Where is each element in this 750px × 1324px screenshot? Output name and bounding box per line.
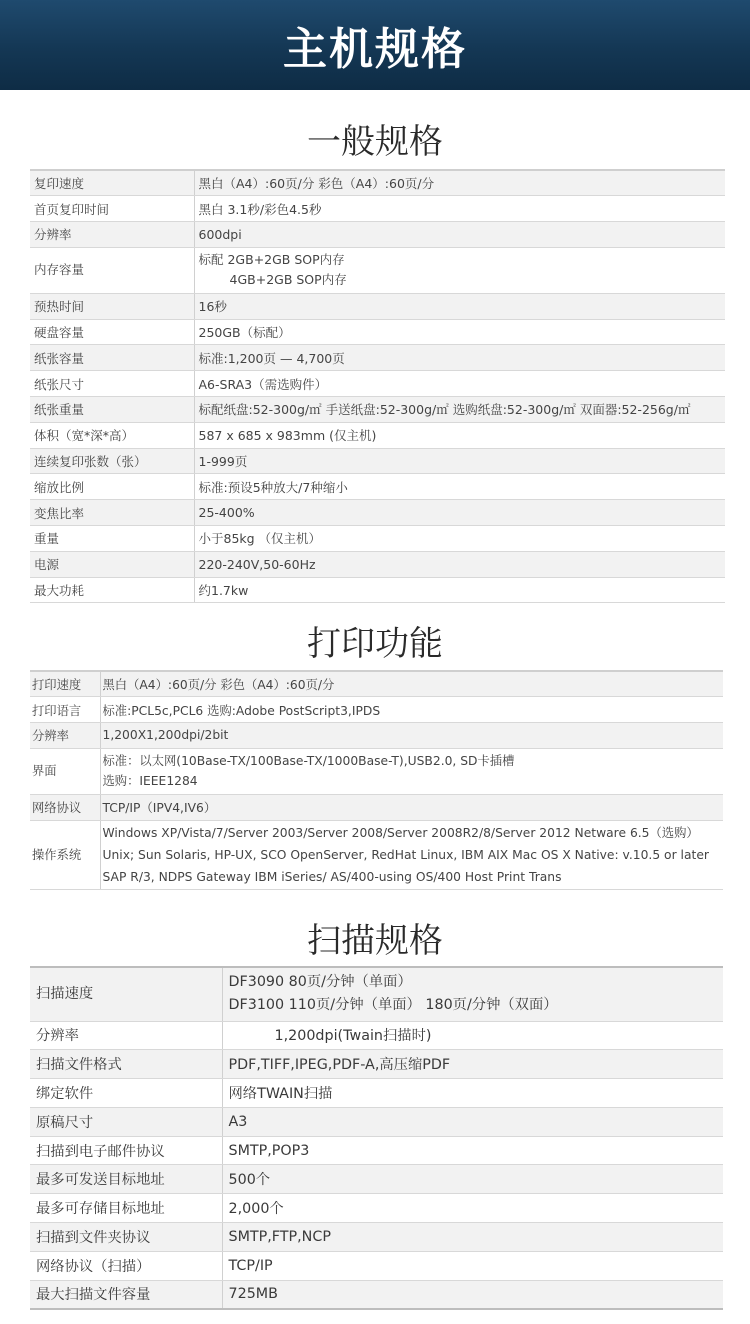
spec-value	[100, 671, 723, 697]
spec-label: 硬盘容量	[30, 319, 194, 345]
spec-label: 纸张尺寸	[30, 371, 194, 397]
table-row	[30, 1251, 723, 1280]
header-banner	[0, 0, 750, 90]
table-row	[30, 474, 725, 500]
spec-value	[222, 1165, 723, 1194]
spec-label: 打印语言	[30, 697, 100, 723]
spec-value-line: DF3090 80页/分钟（单面）	[228, 974, 412, 991]
table-row	[30, 967, 723, 1021]
spec-value	[100, 748, 723, 794]
spec-value-line: 250GB（标配）	[198, 325, 291, 341]
spec-value-line: 小于85kg （仅主机）	[198, 531, 322, 547]
table-row	[30, 1280, 723, 1309]
spec-value-line: 220-240V,50-60Hz	[198, 556, 316, 572]
spec-value-line: PDF,TIFF,IPEG,PDF-A,高压缩PDF	[228, 1057, 451, 1074]
spec-value-line: 25-400%	[198, 505, 255, 521]
spec-value-line: 1-999页	[198, 454, 248, 470]
spec-value	[194, 371, 725, 397]
spec-value-line: 标准：以太网(10Base-TX/100Base-TX/1000Base-T),USB2.0, SD卡插槽	[102, 754, 515, 769]
spec-label: 内存容量	[30, 247, 194, 293]
table-row	[30, 448, 725, 474]
spec-value-line: 4GB+2GB SOP内存	[229, 272, 347, 288]
spec-value-line: 黑白（A4）:60页/分 彩色（A4）:60页/分	[198, 176, 435, 192]
table-row	[30, 293, 725, 319]
spec-value-line: 标准:PCL5c,PCL6 选购:Adobe PostScript3,IPDS	[102, 703, 381, 718]
spec-value	[194, 170, 725, 196]
spec-value	[194, 577, 725, 603]
spec-label: 最多可发送目标地址	[30, 1165, 222, 1194]
table-row	[30, 319, 725, 345]
spec-label: 复印速度	[30, 170, 194, 196]
spec-value	[222, 1223, 723, 1252]
spec-value	[194, 293, 725, 319]
spec-label: 连续复印张数（张）	[30, 448, 194, 474]
spec-label: 预热时间	[30, 293, 194, 319]
spec-label: 首页复印时间	[30, 196, 194, 222]
spec-value-line: 标准:预设5种放大/7种缩小	[198, 479, 348, 495]
spec-value	[100, 820, 723, 889]
spec-label: 分辨率	[30, 723, 100, 749]
table-row	[30, 526, 725, 552]
table-row	[30, 697, 723, 723]
spec-value	[194, 196, 725, 222]
spec-value-line: DF3100 110页/分钟（单面） 180页/分钟（双面）	[228, 997, 558, 1014]
general-spec-table	[30, 169, 725, 603]
spec-label: 体积（宽*深*高）	[30, 422, 194, 448]
table-row	[30, 1021, 723, 1050]
table-row	[30, 196, 725, 222]
spec-value-line: SMTP,FTP,NCP	[228, 1228, 331, 1245]
spec-label: 扫描速度	[30, 967, 222, 1021]
table-row	[30, 551, 725, 577]
spec-value	[194, 500, 725, 526]
spec-value-line: Windows XP/Vista/7/Server 2003/Server 2008/Server 2008R2/8/Server 2012 Netware 6.5（选购）	[102, 825, 699, 840]
table-row	[30, 1136, 723, 1165]
table-row	[30, 345, 725, 371]
spec-label: 最大扫描文件容量	[30, 1280, 222, 1309]
spec-label: 绑定软件	[30, 1079, 222, 1108]
spec-label: 缩放比例	[30, 474, 194, 500]
spec-value	[222, 1251, 723, 1280]
spec-value	[194, 397, 725, 423]
spec-value-line: 2,000个	[228, 1201, 284, 1218]
print-spec-table	[30, 670, 723, 890]
spec-value-line: TCP/IP（IPV4,IV6）	[102, 801, 217, 816]
spec-value-line: 黑白（A4）:60页/分 彩色（A4）:60页/分	[102, 678, 335, 693]
spec-value	[222, 1079, 723, 1108]
banner-title: 主机规格	[283, 24, 467, 75]
spec-value	[194, 474, 725, 500]
spec-value-line: 587 x 685 x 983mm (仅主机)	[198, 428, 377, 444]
spec-value	[222, 1194, 723, 1223]
table-row	[30, 1194, 723, 1223]
spec-value	[194, 319, 725, 345]
spec-value-line: 标配 2GB+2GB SOP内存	[198, 252, 345, 268]
table-row	[30, 1223, 723, 1252]
spec-label: 网络协议（扫描）	[30, 1251, 222, 1280]
spec-value-line: 1,200X1,200dpi/2bit	[102, 728, 229, 743]
spec-value	[100, 697, 723, 723]
spec-value-line: A6-SRA3（需选购件）	[198, 376, 328, 392]
spec-value	[222, 1280, 723, 1309]
table-row	[30, 247, 725, 293]
spec-value	[194, 526, 725, 552]
table-row	[30, 820, 723, 889]
spec-label: 打印速度	[30, 671, 100, 697]
table-row	[30, 371, 725, 397]
table-row	[30, 1165, 723, 1194]
spec-label: 分辨率	[30, 222, 194, 248]
table-row	[30, 397, 725, 423]
spec-label: 网络协议	[30, 794, 100, 820]
table-row	[30, 748, 723, 794]
spec-value-line: Unix; Sun Solaris, HP-UX, SCO OpenServer, RedHat Linux, IBM AIX Mac OS X Native: v.10.5 or later	[102, 847, 709, 862]
spec-label: 原稿尺寸	[30, 1107, 222, 1136]
table-row	[30, 1079, 723, 1108]
spec-label: 界面	[30, 748, 100, 794]
table-row	[30, 1050, 723, 1079]
spec-value	[222, 1021, 723, 1050]
section-title-print: 打印功能	[307, 624, 443, 664]
spec-value-line: 16秒	[198, 299, 227, 315]
scan-spec-table	[30, 966, 723, 1310]
spec-value	[194, 422, 725, 448]
spec-value	[194, 448, 725, 474]
spec-label: 扫描到文件夹协议	[30, 1223, 222, 1252]
spec-value	[222, 1050, 723, 1079]
spec-value-line: TCP/IP	[228, 1257, 273, 1274]
spec-value-line: SAP R/3, NDPS Gateway IBM iSeries/ AS/400-using OS/400 Host Print Trans	[102, 869, 562, 884]
spec-label: 扫描到电子邮件协议	[30, 1136, 222, 1165]
spec-value	[194, 247, 725, 293]
table-row	[30, 671, 723, 697]
spec-value-line: 600dpi	[198, 226, 242, 242]
table-row	[30, 500, 725, 526]
spec-value-line: 1,200dpi(Twain扫描时)	[274, 1028, 432, 1045]
spec-value	[194, 345, 725, 371]
section-title-general: 一般规格	[307, 122, 443, 162]
spec-value	[100, 794, 723, 820]
spec-value-line: A3	[228, 1113, 248, 1130]
table-row	[30, 170, 725, 196]
table-row	[30, 794, 723, 820]
spec-label: 重量	[30, 526, 194, 552]
spec-label: 变焦比率	[30, 500, 194, 526]
spec-label: 最大功耗	[30, 577, 194, 603]
spec-value	[194, 551, 725, 577]
spec-label: 纸张容量	[30, 345, 194, 371]
spec-value-line: 选购：IEEE1284	[102, 774, 198, 789]
spec-value-line: 725MB	[228, 1286, 278, 1303]
spec-label: 纸张重量	[30, 397, 194, 423]
table-row	[30, 577, 725, 603]
spec-value	[100, 723, 723, 749]
spec-value-line: 网络TWAIN扫描	[228, 1085, 333, 1102]
spec-value-line: SMTP,POP3	[228, 1142, 310, 1159]
spec-label: 分辨率	[30, 1021, 222, 1050]
table-row	[30, 1107, 723, 1136]
spec-value	[194, 222, 725, 248]
spec-label: 最多可存储目标地址	[30, 1194, 222, 1223]
spec-value-line: 黑白 3.1秒/彩色4.5秒	[198, 201, 322, 217]
spec-label: 扫描文件格式	[30, 1050, 222, 1079]
spec-value	[222, 1136, 723, 1165]
spec-label: 操作系统	[30, 820, 100, 889]
table-row	[30, 422, 725, 448]
spec-value-line: 500个	[228, 1172, 271, 1189]
spec-label: 电源	[30, 551, 194, 577]
spec-value-line: 标配纸盘:52-300g/㎡ 手送纸盘:52-300g/㎡ 选购纸盘:52-300g/㎡ 双面器:52-256g/㎡	[198, 402, 691, 418]
section-title-scan: 扫描规格	[307, 921, 443, 961]
spec-value-line: 标准:1,200页 — 4,700页	[198, 350, 345, 366]
spec-value-line: 约1.7kw	[198, 583, 249, 599]
table-row	[30, 723, 723, 749]
table-row	[30, 222, 725, 248]
spec-value	[222, 1107, 723, 1136]
spec-value	[222, 967, 723, 1021]
